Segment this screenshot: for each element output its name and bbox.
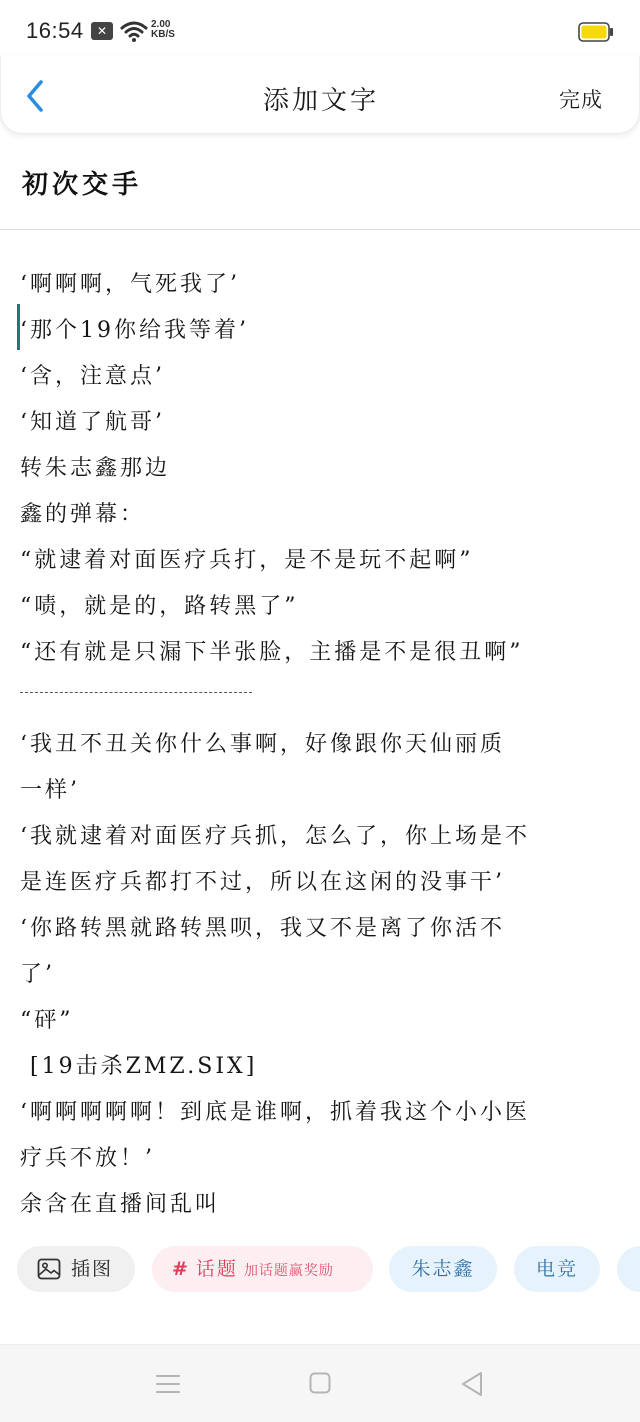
insert-image-label: 插图 bbox=[71, 1258, 114, 1280]
body-line: ‘我就逮着对面医疗兵抓，怎么了，你上场是不 bbox=[20, 824, 530, 849]
net-speed bbox=[151, 20, 175, 40]
toolbar bbox=[0, 1246, 640, 1294]
status-bar bbox=[0, 0, 640, 62]
system-nav-bar bbox=[0, 1344, 640, 1422]
body-line: “还有就是只漏下半张脸，主播是不是很丑啊” bbox=[20, 640, 524, 665]
topic-hint: 加话题赢奖励 bbox=[243, 1263, 334, 1279]
body-line: 了’ bbox=[20, 962, 55, 987]
wifi-icon bbox=[120, 19, 148, 43]
tag-chip[interactable] bbox=[617, 1246, 640, 1292]
menu-icon[interactable] bbox=[156, 1373, 180, 1395]
body-line: “就逮着对面医疗兵打，是不是玩不起啊” bbox=[20, 548, 474, 573]
net-speed-unit: KB/S bbox=[151, 29, 175, 40]
body-line: 一样’ bbox=[20, 778, 80, 803]
dashed-separator bbox=[20, 692, 252, 693]
chapter-title-input[interactable]: 初次交手 bbox=[22, 170, 143, 200]
body-line: ‘啊啊啊啊啊！到底是谁啊，抓着我这个小小医 bbox=[20, 1100, 530, 1125]
net-speed-value: 2.00 bbox=[151, 19, 171, 30]
home-square-icon[interactable] bbox=[309, 1372, 331, 1394]
body-line: 疗兵不放！’ bbox=[20, 1146, 155, 1171]
image-icon bbox=[37, 1258, 61, 1280]
body-line: 转朱志鑫那边 bbox=[20, 456, 171, 481]
status-time: 16:54 bbox=[26, 18, 84, 43]
body-line: 鑫的弹幕： bbox=[20, 502, 146, 527]
body-line: “啧，就是的，路转黑了” bbox=[20, 594, 299, 619]
page-title: 添加文字 bbox=[262, 86, 379, 116]
add-topic-button[interactable] bbox=[152, 1246, 373, 1292]
body-line: “砰” bbox=[20, 1008, 74, 1033]
body-line: ‘知道了航哥’ bbox=[20, 410, 165, 435]
title-divider bbox=[0, 229, 640, 230]
header-bar bbox=[0, 56, 640, 134]
tag-chip[interactable]: 电竞 bbox=[514, 1246, 600, 1292]
body-line: ‘我丑不丑关你什么事啊，好像跟你天仙丽质 bbox=[20, 732, 505, 757]
insert-image-button[interactable] bbox=[17, 1246, 135, 1292]
body-line: ‘那个19你给我等着’ bbox=[20, 318, 249, 343]
body-line: ‘啊啊啊，气死我了’ bbox=[20, 272, 240, 297]
body-text-editor[interactable] bbox=[20, 262, 624, 1228]
back-triangle-icon[interactable] bbox=[460, 1371, 484, 1397]
body-line: [19击杀ZMZ.SIX] bbox=[20, 1054, 258, 1079]
done-button[interactable]: 完成 bbox=[559, 88, 603, 112]
body-line: ‘含，注意点’ bbox=[20, 364, 165, 389]
topic-label: 话题 bbox=[195, 1258, 238, 1280]
body-line: ‘你路转黑就路转黑呗，我又不是离了你活不 bbox=[20, 916, 505, 941]
tag-chip[interactable]: 朱志鑫 bbox=[389, 1246, 497, 1292]
body-line: 余含在直播间乱叫 bbox=[20, 1192, 221, 1217]
body-line bbox=[20, 676, 624, 722]
body-line: 是连医疗兵都打不过，所以在这闲的没事干’ bbox=[20, 870, 505, 895]
battery-icon bbox=[578, 22, 614, 42]
close-notification-icon: ✕ bbox=[91, 22, 113, 40]
hashtag-icon: # bbox=[172, 1258, 190, 1280]
